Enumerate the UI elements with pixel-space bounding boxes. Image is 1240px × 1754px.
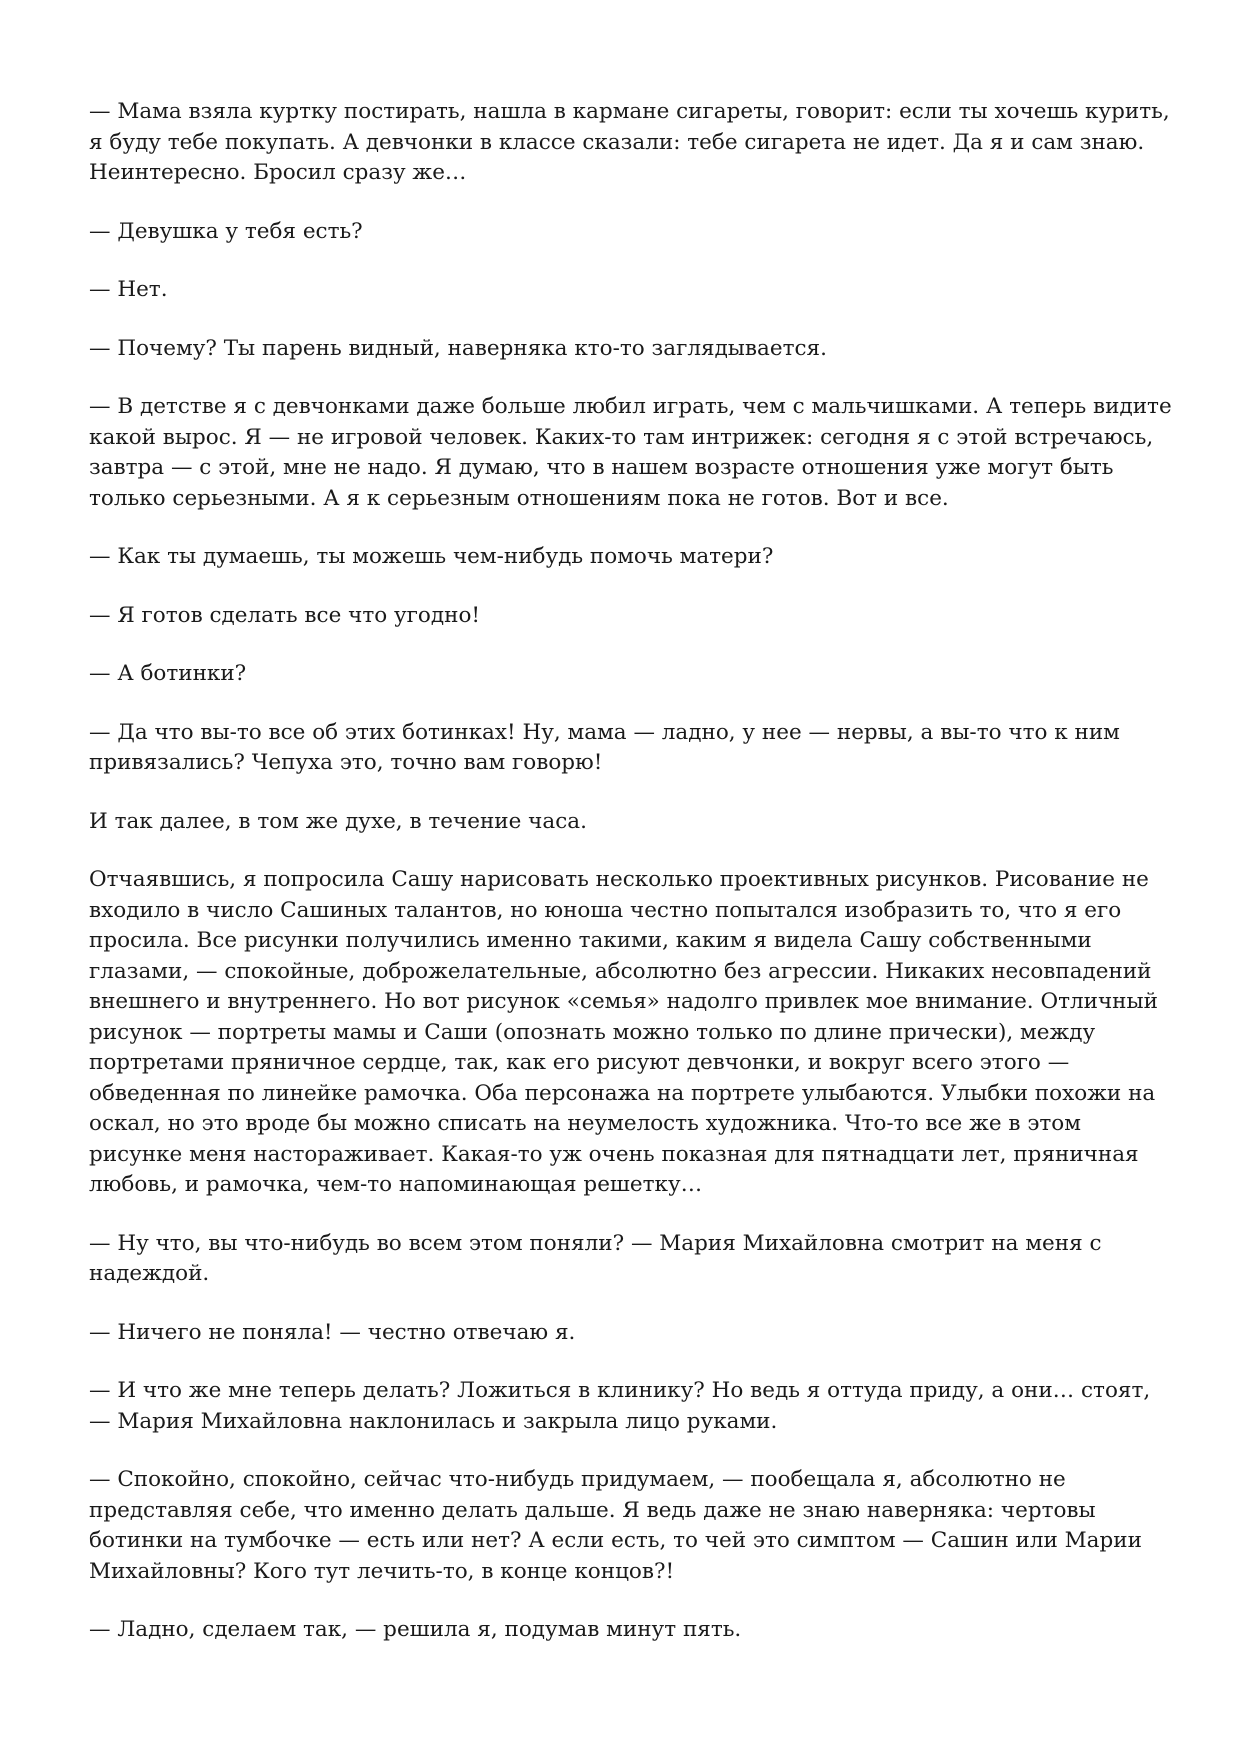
paragraph: И так далее, в том же духе, в течение часа. <box>89 808 587 834</box>
paragraph: — Ну что, вы что-нибудь во всем этом поняли? — Мария Михайловна смотрит на меня с надеждой. <box>89 1230 1102 1286</box>
paragraph: — И что же мне теперь делать? Ложиться в клинику? Но ведь я оттуда приду, а они… стоят, — Мария Михайловна наклонилась и закрыла лицо руками. <box>89 1378 1151 1434</box>
paragraph: — Ничего не поняла! — честно отвечаю я. <box>89 1319 576 1345</box>
paragraph: — Девушка у тебя есть? <box>89 218 363 244</box>
paragraph: — Ладно, сделаем так, — решила я, подумав минут пять. <box>89 1617 742 1642</box>
paragraph: — Спокойно, спокойно, сейчас что-нибудь придумаем, — пообещала я, абсолютно не представляя себе, что именно делать дальше. Я ведь даже не знаю наверняка: чертовы ботинки на тумбочке — есть или нет? А если есть, то чей это симптом — Сашин или Марии Михайловны? Кого тут лечить-то, в конце концов?! <box>89 1467 1142 1584</box>
paragraph: — А ботинки? <box>89 661 247 686</box>
paragraph: — Нет. <box>89 277 168 302</box>
paragraph: — Как ты думаешь, ты можешь чем-нибудь помочь матери? <box>89 544 774 569</box>
paragraph: Отчаявшись, я попросила Сашу нарисовать несколько проективных рисунков. Рисование не входило в число Сашиных талантов, но юноша честно попытался изобразить то, что я его просила. Все рисунки получились именно такими, каким я видела Сашу собственными глазами, — спокойные, доброжелательные, абсолютно без агрессии. Никаких несовпадений внешнего и внутреннего. Но вот рисунок «семья» надолго привлек мое внимание. Отличный рисунок — портреты мамы и Саши (опознать можно только по длине прически), между портретами пряничное сердце, так, как его рисуют девчонки, и вокруг всего этого — обведенная по линейке рамочка. Оба персонажа на портрете улыбаются. Улыбки похожи на оскал, но это вроде бы можно списать на неумелость художника. Что-то все же в этом рисунке меня настораживает. Какая-то уж очень показная для пятнадцати лет, пряничная любовь, и рамочка, чем-то напоминающая решетку… <box>89 867 1158 1197</box>
paragraph: — Я готов сделать все что угодно! <box>89 602 481 628</box>
paragraph: — Мама взяла куртку постирать, нашла в кармане сигареты, говорит: если ты хочешь курить, я буду тебе покупать. А девчонки в классе сказали: тебе сигарета не идет. Да я и сам знаю. Неинтересно. Бросил сразу же… <box>89 99 1170 185</box>
paragraph: — Почему? Ты парень видный, наверняка кто-то заглядывается. <box>89 335 827 361</box>
paragraph: — Да что вы-то все об этих ботинках! Ну, мама — ладно, у нее — нервы, а вы-то что к ним привязались? Чепуха это, точно вам говорю! <box>89 719 1120 775</box>
paragraph: — В детстве я с девчонками даже больше любил играть, чем с мальчишками. А теперь видите какой вырос. Я — не игровой человек. Каких-то там интрижек: сегодня я с этой встречаюсь, завтра — с этой, мне не надо. Я думаю, что в нашем возрасте отношения уже могут быть только серьезными. А я к серьезным отношениям пока не готов. Вот и все. <box>89 394 1172 511</box>
